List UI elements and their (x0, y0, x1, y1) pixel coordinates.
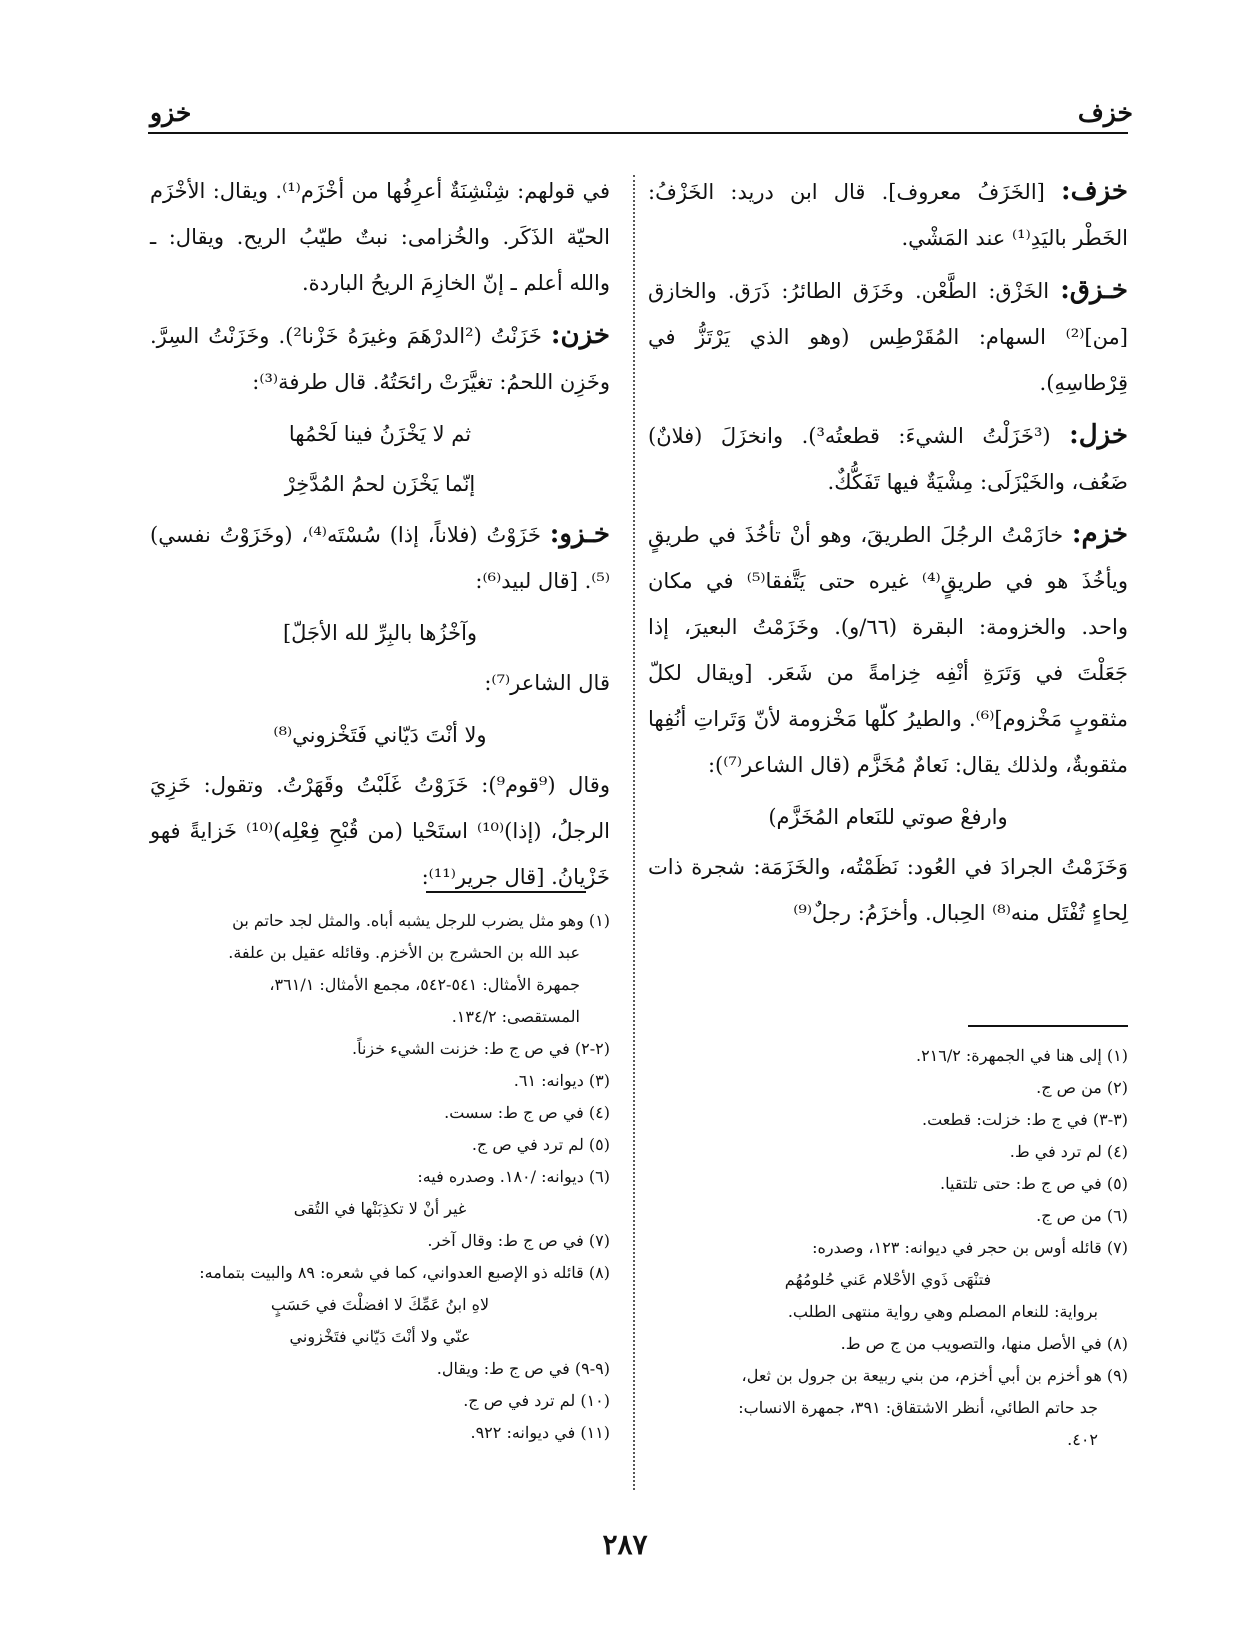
entry-khazan (150, 312, 610, 405)
entry-head: خزل: (1069, 420, 1128, 450)
footnote-continuation: جد حاتم الطائي، أنظر الاشتقاق: ٣٩١، جمهرة الانساب: (738, 1398, 1098, 1417)
footnote: (١٠) لم ترد في ص ج. (463, 1391, 610, 1410)
running-header-left: خزو (150, 98, 192, 127)
footnote-rule-right (968, 1025, 1128, 1027)
footnote: (٦) ديوانه: /١٨٠. وصدره فيه: (417, 1167, 610, 1186)
page-number: ٢٨٧ (602, 1528, 648, 1561)
footnote: (٣) ديوانه: ٦١. (513, 1071, 610, 1090)
footnotes-left (150, 905, 610, 1449)
entry-head: خزن: (550, 320, 610, 350)
entry-khazaq (648, 267, 1128, 406)
entry-khazal (648, 412, 1128, 505)
entry-text: في قولهم: شِنْشِنَةٌ أعرِفُها من أخْزَم⁽¹⁾. ويقال: الأخْزَم الحيّة الذَكَر. والخُزامى: نبتٌ طيّبُ الريح. ويقال: ـ والله أعلم ـ إنّ الخازِمَ الريحُ الباردة. (150, 179, 611, 295)
footnote: (٨) في الأصل منها، والتصويب من ج ص ط. (840, 1334, 1128, 1353)
right-column (648, 168, 1128, 942)
entry-text: خازَمْتُ الرجُلَ الطريقَ، وهو أنْ تأخُذَ في طريقٍ ويأخُذَ هو في طريقٍ⁽⁴⁾ غيره حتى يَتَّفقا⁽⁵⁾ في مكان واحد. والخزومة: البقرة (٦٦/و). وخَزَمْتُ البعيرَ، إذا جَعَلْتَ في وَتَرَةِ أنْفِه خِزامةً من شَعَر. [ويقال لكلّ مثقوبٍ مَخْزوم]⁽⁶⁾. والطيرُ كلّها مَخْزومة لأنّ وَتَراتِ أنُفِها مثقوبةٌ، ولذلك يقال: نَعامٌ مُخَزَّم (قال الشاعر⁽⁷⁾): (648, 523, 1129, 777)
footnote: (٢) من ص ج. (1036, 1078, 1128, 1097)
entry-text-line (150, 660, 610, 706)
verse-line: ولا أنْتَ دَيّاني فَتَخْزوني⁽⁸⁾ (273, 723, 487, 747)
footnote-verse: لاهِ ابنُ عَمِّكَ لا افضلْتَ في حَسَبٍ (270, 1295, 490, 1314)
entry-head: خـزو: (549, 519, 610, 549)
footnote-verse: غير أنْ لا تكذِبَنْها في التُقى (293, 1199, 467, 1218)
footnote-continuation: برواية: للنعام المصلم وهي رواية منتهى الطلب. (787, 1302, 1098, 1321)
footnote: (٦) من ص ج. (1036, 1206, 1128, 1225)
entry-text: وقال (⁹قوم⁹): خَزَوْتُ غَلَبْتُ وقَهَرْتُ. وتقول: خَزِيَ الرجلُ، (إذا)⁽¹⁰⁾ استَحْيا (من قُبْحِ فِعْلِه)⁽¹⁰⁾ خَزايةً فهو خَزْيانُ. [قال جرير⁽¹¹⁾: (150, 773, 610, 889)
entry-text: قال الشاعر⁽⁷⁾: (484, 671, 610, 695)
verse-line: وارفعْ صوتي للنَعام المُخَزَّم) (768, 805, 1008, 829)
footnote-continuation: جمهرة الأمثال: ٥٤١-٥٤٢، مجمع الأمثال: ٣٦١/١، (269, 975, 580, 994)
entry-khazaw (150, 511, 610, 604)
entry-head: خزف: (1061, 176, 1128, 206)
footnote: (١) وهو مثل يضرب للرجل يشبه أباه. والمثل لجد حاتم بن (232, 911, 610, 930)
footnote: (٩-٩) في ص ج ط: ويقال. (436, 1359, 610, 1378)
footnote-verse: عنّي ولا أنْتَ دَيّاني فتَخْزوني (289, 1327, 471, 1346)
entry-text: (³خَزَلْتُ الشيءَ: قطعتُه³). وانخزَلَ (فلانٌ) ضَعُف، والخَيْزَلَى: مِشْيَةٌ فيها تَفَكُّكٌ. (648, 424, 1128, 494)
footnote: (١١) في ديوانه: ٩٢٢. (470, 1423, 610, 1442)
verse-line: ثم لا يَخْزَنُ فينا لَحْمُها (288, 422, 472, 446)
footnote: (٩) هو أخزم بن أبي أخزم، من بني ربيعة بن جرول بن ثعل، (741, 1366, 1128, 1385)
footnote-continuation: ٤٠٢. (1067, 1430, 1098, 1449)
entry-text: الخَزْق: الطَّعْن. وخَزَق الطائرُ: ذَرَق. والخازق [من]⁽²⁾ السهام: المُقَرْطِس (وهو الذي يَرْتَزُّ في قِرْطاسِهِ). (648, 279, 1128, 395)
footnote: (٧) في ص ج ط: وقال آخر. (427, 1231, 610, 1250)
footnote-continuation: عبد الله بن الحشرج بن الأخزم. وقائله عقيل بن علفة. (228, 943, 580, 962)
entry-head: خزم: (1071, 519, 1128, 549)
entry-khazam (648, 511, 1128, 788)
entry-continuation (648, 844, 1128, 936)
entry-text: [الخَزَفُ معروف]. قال ابن دريد: الخَزْفُ: الخَطْر باليَدِ⁽¹⁾ عند المَشْي. (648, 180, 1128, 250)
footnote: (٤) في ص ج ط: سست. (444, 1103, 610, 1122)
footnote-rule-left (426, 891, 586, 893)
verse-line: وآخْزُها بالبِرِّ لله الأجَلّ] (282, 621, 478, 645)
footnote-verse: فتنْهَى ذَوي الأحْلام عَني حُلومُهُم (784, 1270, 992, 1289)
footnote: (٤) لم ترد في ط. (1009, 1142, 1128, 1161)
entry-head: خـزق: (1060, 275, 1128, 305)
footnote: (٣-٣) في ج ط: خزلت: قطعت. (922, 1110, 1128, 1129)
entry-text: خَزَوْتُ (فلاناً، إذا) سُسْتَه⁽⁴⁾، (وخَزَوْتُ نفسي)⁽⁵⁾. [قال لبيد⁽⁶⁾: (150, 523, 610, 593)
header-rule (148, 132, 1128, 134)
footnote: (٨) قائله ذو الإصبع العدواني، كما في شعره: ٨٩ والبيت بتمامه: (199, 1263, 610, 1282)
footnote: (٧) قائله أوس بن حجر في ديوانه: ١٢٣، وصدره: (812, 1238, 1128, 1257)
entry-text: وَخَزَمْتُ الجرادَ في العُود: نَظَمْتُه، والخَزَمَة: شجرة ذات لِحاءٍ تُفْتَل منه⁽⁸⁾ الحِبال. وأخزَمُ: رجلٌ⁽⁹⁾ (648, 855, 1128, 925)
footnote: (٥) لم ترد في ص ج. (471, 1135, 610, 1154)
left-column (150, 168, 610, 906)
footnote-continuation: المستقصى: ١٣٤/٢. (451, 1007, 580, 1026)
footnotes-right (648, 1040, 1128, 1456)
entry-continuation (150, 168, 610, 306)
footnote: (٢-٢) في ص ج ط: خزنت الشيء خزناً. (352, 1039, 610, 1058)
entry-text-line (150, 762, 610, 900)
entry-khazaf (648, 168, 1128, 261)
verse-line: إنّما يَخْزَن لحمُ المُدَّخِرْ (284, 472, 476, 496)
running-header-right: خزف (1077, 98, 1133, 127)
entry-text: خَزَنْتُ (²الدرْهَمَ وغيرَهُ خَزْنا²). وخَزَنْتُ السِرَّ. وخَزِن اللحمُ: تغيَّرَتْ رائحَتُهُ. قال طرفة⁽³⁾: (150, 324, 610, 394)
footnote: (٥) في ص ج ط: حتى تلتقيا. (940, 1174, 1128, 1193)
column-divider (633, 175, 635, 1490)
footnote: (١) إلى هنا في الجمهرة: ٢١٦/٢. (915, 1046, 1128, 1065)
